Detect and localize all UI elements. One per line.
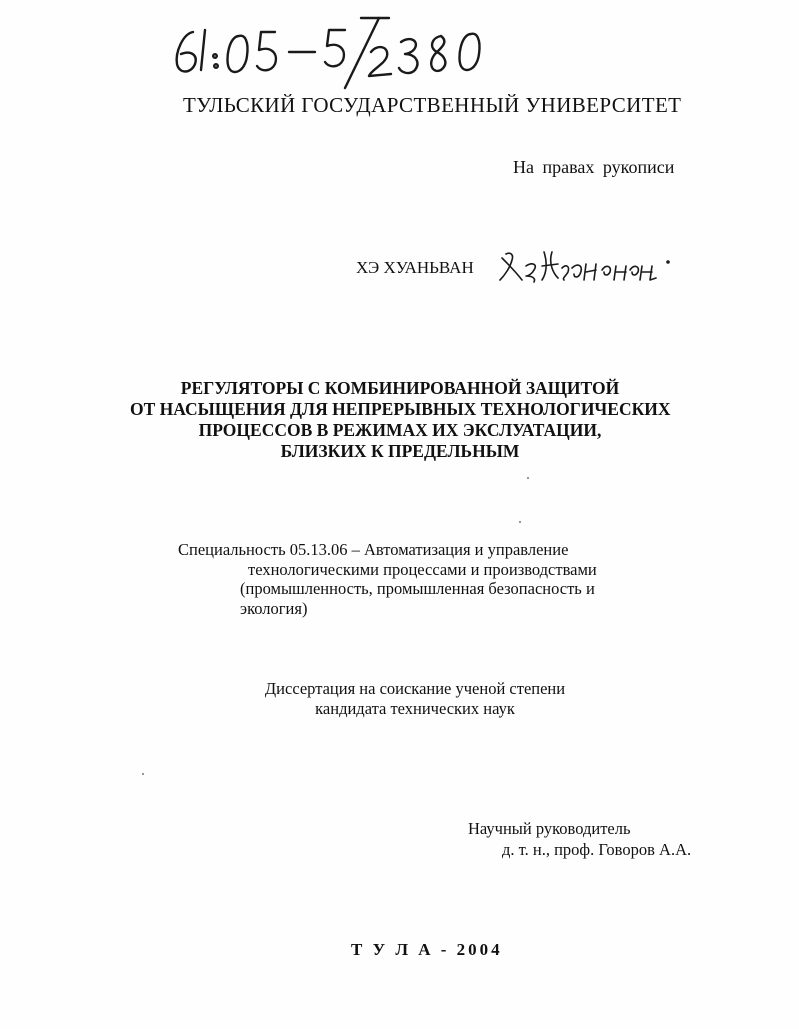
specialty-line: технологическими процессами и производствами	[248, 559, 597, 579]
title-line: ОТ НАСЫЩЕНИЯ ДЛЯ НЕПРЕРЫВНЫХ ТЕХНОЛОГИЧЕСКИХ	[130, 399, 671, 419]
title-line: ПРОЦЕССОВ В РЕЖИМАХ ИХ ЭКСЛУАТАЦИИ,	[198, 420, 602, 440]
specialty-line: Специальность 05.13.06 – Автоматизация и управление	[178, 540, 569, 559]
specialty-line: экология)	[240, 598, 308, 618]
specialty-block	[178, 540, 648, 618]
supervisor-block	[468, 818, 768, 860]
scan-speck	[519, 521, 521, 523]
degree-line: Диссертация на соискание ученой степени	[264, 679, 566, 698]
dissertation-title	[130, 378, 670, 462]
scan-speck	[142, 773, 144, 775]
archive-number-handwritten	[165, 12, 505, 90]
degree-statement	[250, 679, 580, 719]
university-name: ТУЛЬСКИЙ ГОСУДАРСТВЕННЫЙ УНИВЕРСИТЕТ	[183, 93, 682, 117]
title-line: БЛИЗКИХ К ПРЕДЕЛЬНЫМ	[280, 441, 520, 461]
specialty-line: (промышленность, промышленная безопасность и	[240, 579, 595, 598]
title-line: РЕГУЛЯТОРЫ С КОМБИНИРОВАННОЙ ЗАЩИТОЙ	[180, 378, 620, 398]
supervisor-name: д. т. н., проф. Говоров А.А.	[502, 840, 692, 859]
city-year: Т У Л А - 2004	[351, 940, 503, 959]
rights-notice: На правах рукописи	[513, 157, 675, 177]
author-name: ХЭ ХУАНЬВАН	[356, 258, 474, 277]
supervisor-label: Научный руководитель	[468, 819, 631, 838]
degree-line: кандидата технических наук	[315, 699, 515, 718]
author-signature	[496, 240, 676, 288]
scan-speck	[527, 477, 529, 479]
